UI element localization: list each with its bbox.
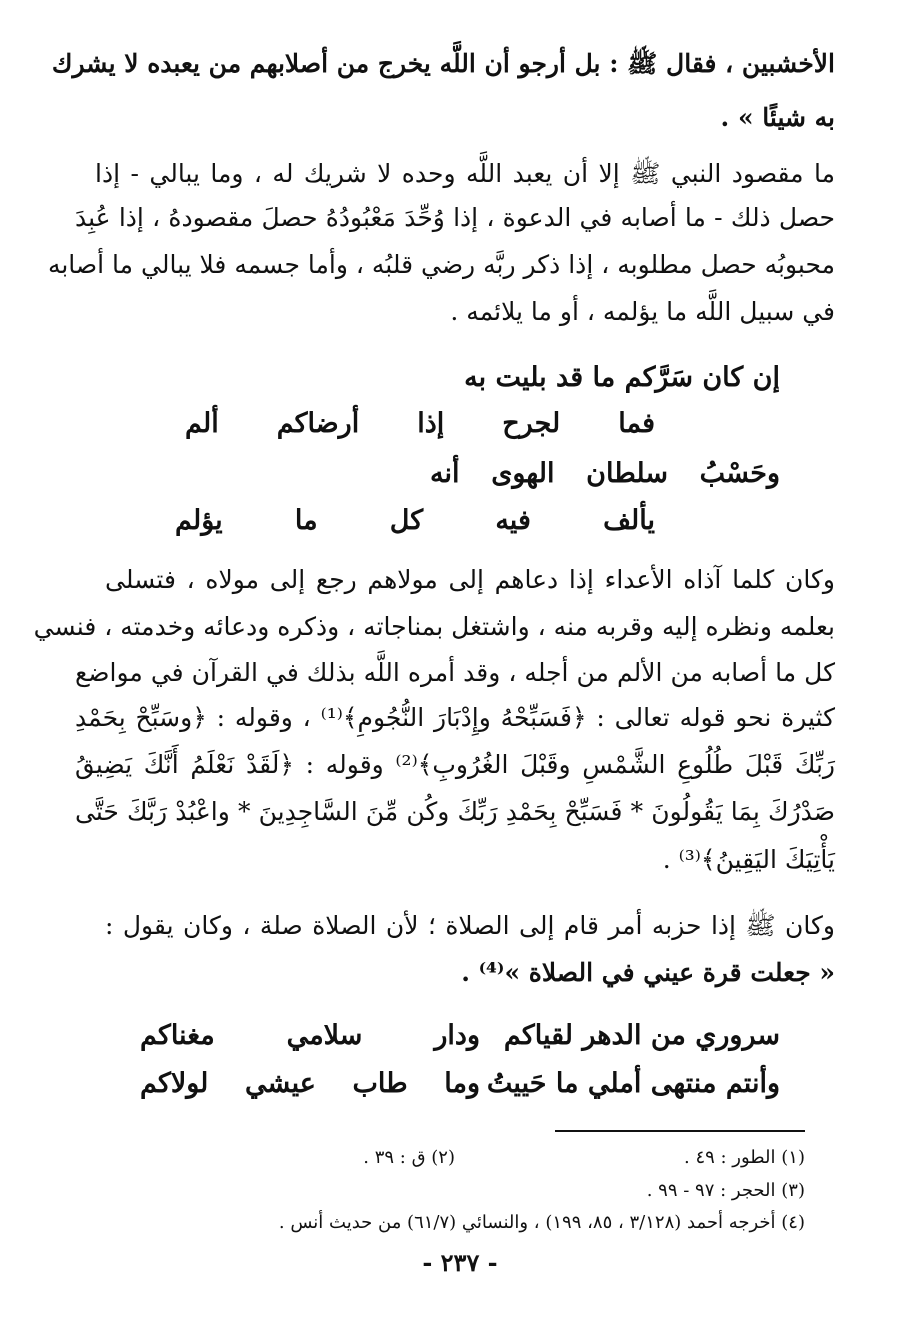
footnote: (٢) ق : ٣٩ . [363, 1147, 455, 1168]
footnote: (٣) الحجر : ٩٧ - ٩٩ . [646, 1180, 805, 1201]
text-line: ما مقصود النبي ﷺ إلا أن يعبد اللَّه وحده لا شريك له ، وما يبالي - إذا [95, 159, 835, 188]
text-line: محبوبُه حصل مطلوبه ، إذا ذكر ربَّه رضي قلبُه ، وأما جسمه فلا يبالي ما أصابه [47, 250, 835, 279]
text-line: يَأْتِيَكَ اليَقِينُ﴾⁽³⁾ . [662, 845, 835, 874]
poem-verse: إن كان سَرَّكم ما قد بليت به [464, 362, 780, 393]
text-line: كل ما أصابه من الألم من أجله ، وقد أمره اللَّه بذلك في القرآن في مواضع [75, 658, 835, 687]
text-line: في سبيل اللَّه ما يؤلمه ، أو ما يلائمه . [450, 297, 835, 326]
footnote: (٤) أخرجه أحمد (٣/١٢٨ ، ٨٥، ١٩٩) ، والنسائي (٦١/٧) من حديث أنس . [278, 1212, 805, 1233]
poem-hemistich-right: وأنتم منتهى أملي ما حَييتُ [486, 1068, 780, 1099]
text-line: حصل ذلك - ما أصابه في الدعوة ، إذا وُحِّدَ مَعْبُودُهُ حصلَ مقصودهُ ، إذا عُبِدَ [75, 203, 835, 232]
poem-verse: يألف فيه كل ما يؤلم [175, 505, 655, 536]
poem-verse: فما لجرح إذا أرضاكم ألم [185, 408, 655, 439]
text-line: بعلمه ونظره إليه وقربه منه ، واشتغل بمناجاته ، وذكره ودعائه وخدمته ، فنسي [33, 612, 835, 641]
footnote-separator [555, 1130, 805, 1132]
poem-verse: وحَسْبُ سلطان الهوى أنه [430, 458, 780, 489]
text-line: « جعلت قرة عيني في الصلاة »⁽⁴⁾ . [461, 958, 835, 987]
poem-hemistich-left: وما طاب عيشي لولاكم [140, 1068, 480, 1099]
text-line: وكان ﷺ إذا حزبه أمر قام إلى الصلاة ؛ لأن الصلاة صلة ، وكان يقول : [105, 911, 835, 940]
footnote: (١) الطور : ٤٩ . [684, 1147, 805, 1168]
text-line: وكان كلما آذاه الأعداء إذا دعاهم إلى مولاهم رجع إلى مولاه ، فتسلى [105, 565, 835, 594]
page-number: - ٢٣٧ - [422, 1248, 498, 1277]
text-line: كثيرة نحو قوله تعالى : ﴿فَسَبِّحْهُ وإِدْبَارَ النُّجُومِ﴾⁽¹⁾ ، وقوله : ﴿وسَبِّحْ بِحَمْدِ [75, 703, 835, 732]
text-line: به شيئًا » . [720, 103, 835, 132]
poem-hemistich-right: سروري من الدهر لقياكم [503, 1020, 780, 1051]
text-line: الأخشبين ، فقال ﷺ : بل أرجو أن اللَّه يخرج من أصلابهم من يعبده لا يشرك [51, 49, 835, 78]
text-line: صَدْرُكَ بِمَا يَقُولُونَ * فَسَبِّحْ بِحَمْدِ رَبِّكَ وكُن مِّنَ السَّاجِدِينَ * واعْبُدْ رَبَّكَ حَتَّى [75, 797, 835, 826]
poem-hemistich-left: ودار سلامي مغناكم [140, 1020, 480, 1051]
text-line: رَبِّكَ قَبْلَ طُلُوعِ الشَّمْسِ وقَبْلَ الغُرُوبِ﴾⁽²⁾ وقوله : ﴿لَقَدْ نَعْلَمُ أَنَّكَ يَضِيقُ [75, 750, 835, 779]
